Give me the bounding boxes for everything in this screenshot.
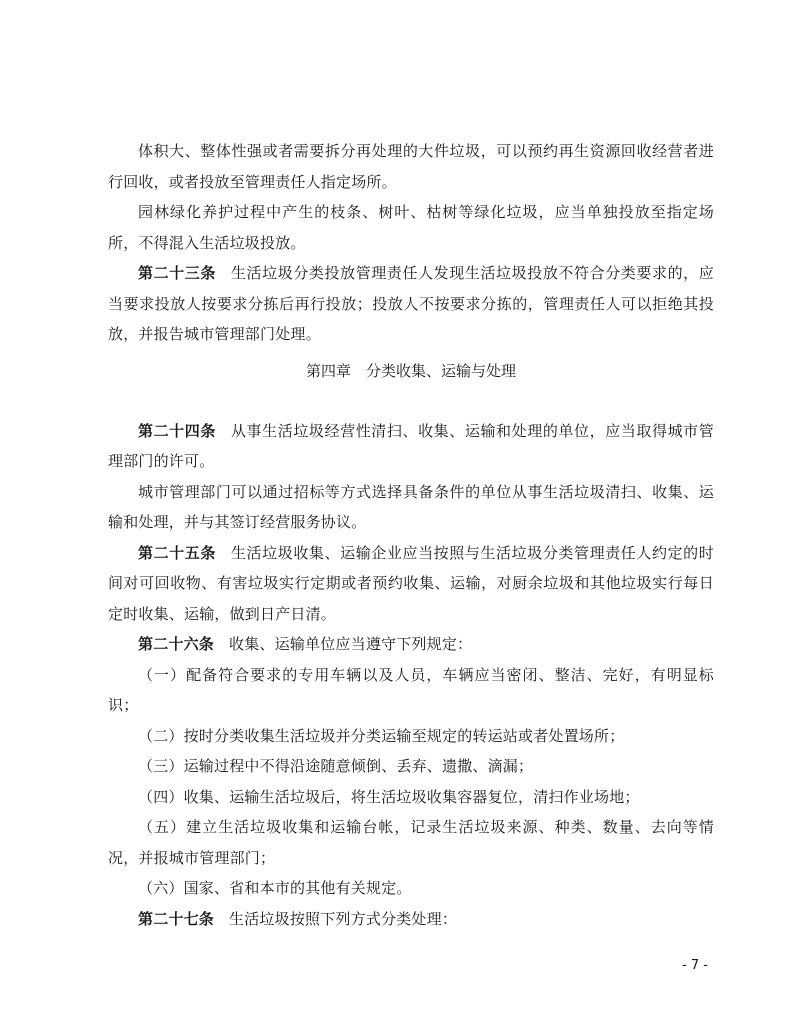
page-number: - 7 -: [682, 958, 708, 973]
article-23: [108, 258, 714, 350]
list-item: （三）运输过程中不得沿途随意倾倒、丢弃、遗撒、滴漏；: [138, 757, 534, 775]
article-title: 第二十四条: [138, 421, 216, 440]
article-text: 生活垃圾收集、运输企业应当按照与生活垃圾分类管理责任人约定的时间对可回收物、有害垃圾实行定期或者预约收集、运输，对厨余垃圾和其他垃圾实行每日定时收集、运输，做到日产日清。: [108, 543, 714, 623]
article-title: 第二十三条: [138, 264, 216, 282]
article-27: [108, 904, 714, 935]
list-item: （六）国家、省和本市的其他有关规定。: [138, 879, 412, 897]
list-item: （一）配备符合要求的专用车辆以及人员，车辆应当密闭、整洁、完好，有明显标识；: [108, 665, 714, 714]
paragraph: 城市管理部门可以通过招标等方式选择具备条件的单位从事生活垃圾清扫、收集、运输和处理，并与其签订经营服务协议。: [108, 482, 714, 531]
list-item: （五）建立生活垃圾收集和运输台帐，记录生活垃圾来源、种类、数量、去向等情况，并报城市管理部门；: [108, 818, 714, 867]
article-text: 生活垃圾按照下列方式分类处理：: [229, 909, 458, 928]
article-26: [108, 629, 714, 660]
article-title: 第二十五条: [138, 543, 216, 562]
article-text: 生活垃圾分类投放管理责任人发现生活垃圾投放不符合分类要求的，应当要求投放人按要求分拣后再行投放；投放人不按要求分拣的，管理责任人可以拒绝其投放，并报告城市管理部门处理。: [108, 264, 714, 343]
article-24: [108, 416, 714, 477]
paragraph: 体积大、整体性强或者需要拆分再处理的大件垃圾，可以预约再生资源回收经营者进行回收，或者投放至管理责任人指定场所。: [108, 142, 714, 191]
list-item: （二）按时分类收集生活垃圾并分类运输至规定的转运站或者处置场所；: [138, 726, 625, 745]
list-item: （四）收集、运输生活垃圾后，将生活垃圾收集容器复位，清扫作业场地；: [138, 787, 640, 806]
article-title: 第二十七条: [138, 909, 215, 928]
chapter-title: 第四章 分类收集、运输与处理: [305, 361, 516, 380]
article-25: [108, 538, 714, 630]
article-title: 第二十六条: [138, 635, 215, 653]
article-text: 从事生活垃圾经营性清扫、收集、运输和处理的单位，应当取得城市管理部门的许可。: [108, 421, 714, 470]
paragraph: 园林绿化养护过程中产生的枝条、树叶、枯树等绿化垃圾，应当单独投放至指定场所，不得混入生活垃圾投放。: [108, 203, 714, 252]
article-text: 收集、运输单位应当遵守下列规定：: [229, 635, 473, 653]
document-body: [108, 136, 714, 934]
